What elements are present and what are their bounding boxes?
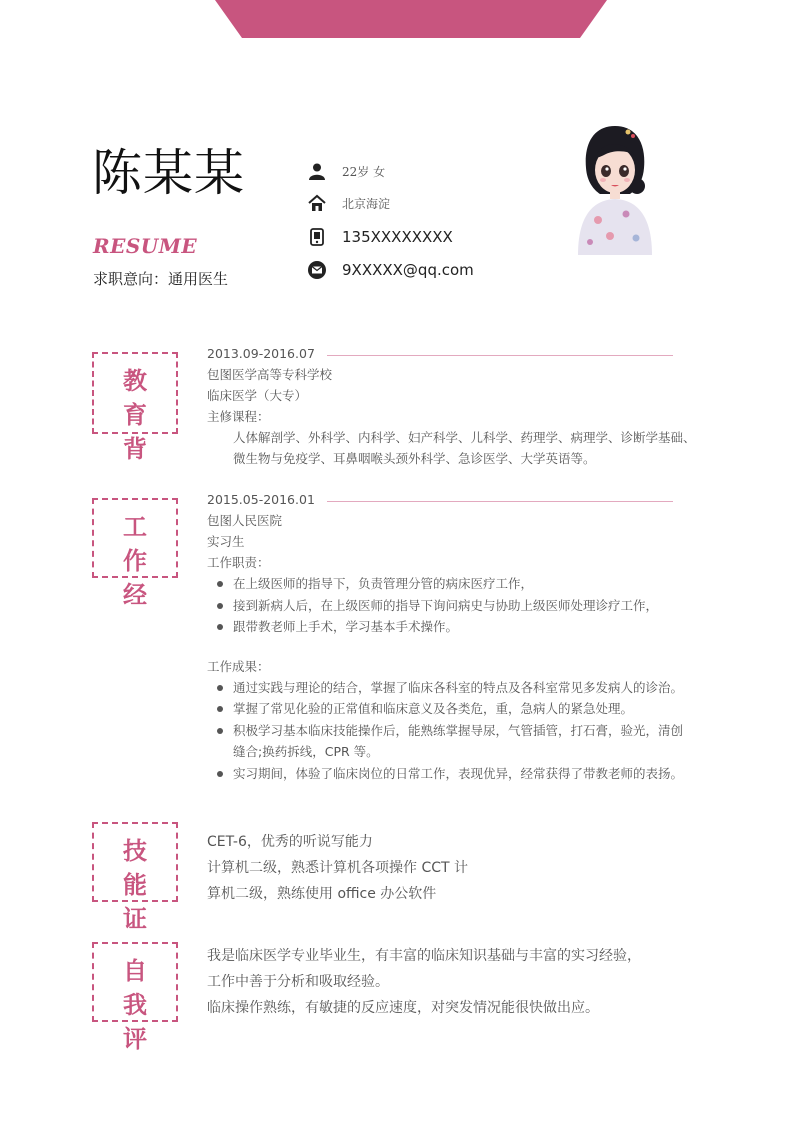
age-gender: 22岁 女 xyxy=(342,164,386,179)
courses-label: 主修课程： xyxy=(207,409,270,424)
list-item: 通过实践与理论的结合，掌握了临床各科室的特点及各科室常见多发病人的诊治。 xyxy=(207,677,683,699)
results-label: 工作成果： xyxy=(207,658,270,674)
duties-label: 工作职责： xyxy=(207,555,270,570)
skills-heading-char: 证 xyxy=(123,905,147,933)
list-item: 实习期间，体验了临床岗位的日常工作，表现优异，经常获得了带教老师的表扬。 xyxy=(207,763,683,785)
list-item: 在上级医师的指导下，负责管理分管的病床医疗工作， xyxy=(207,573,683,595)
list-item-continuation: 缝合;换药拆线，CPR 等。 xyxy=(233,744,379,759)
work-date: 2015.05-2016.01 xyxy=(207,492,315,507)
work-heading-char: 工 xyxy=(123,513,147,541)
candidate-name: 陈某某 xyxy=(92,144,245,202)
list-item: 跟带教老师上手术，学习基本手术操作。 xyxy=(207,616,683,638)
work-heading-char: 经 xyxy=(123,581,147,609)
skills-content xyxy=(207,829,468,907)
skills-heading-char: 技 xyxy=(123,837,147,865)
school-name: 包图医学高等专科学校 xyxy=(207,367,333,382)
work-content xyxy=(207,489,683,784)
email-address: 9XXXXX@qq.com xyxy=(342,261,474,279)
results-list xyxy=(207,677,683,785)
self-evaluation-section-heading xyxy=(92,942,178,1053)
top-banner xyxy=(0,0,800,40)
education-content xyxy=(207,343,696,469)
education-heading-char: 教 xyxy=(123,367,147,395)
major: 临床医学（大专） xyxy=(207,388,308,403)
self-evaluation-line: 我是临床医学专业毕业生，有丰富的临床知识基础与丰富的实习经验， xyxy=(207,948,641,964)
avatar xyxy=(570,120,660,255)
self-heading-char: 我 xyxy=(123,991,147,1019)
list-item: 掌握了常见化验的正常值和临床意义及各类危，重，急病人的紧急处理。 xyxy=(207,698,683,720)
education-date: 2013.09-2016.07 xyxy=(207,346,315,361)
work-heading-char: 作 xyxy=(123,547,147,575)
self-heading-char: 自 xyxy=(123,957,147,985)
self-heading-char: 评 xyxy=(123,1025,147,1053)
courses-text: 微生物与免疫学、耳鼻咽喉头颈外科学、急诊医学、大学英语等。 xyxy=(233,451,596,466)
company-name: 包图人民医院 xyxy=(207,513,283,528)
education-section-heading xyxy=(92,352,178,463)
email-row xyxy=(308,261,474,279)
skill-line: 计算机二级，熟悉计算机各项操作 CCT 计 xyxy=(207,860,469,876)
person-icon xyxy=(308,162,326,180)
phone-number: 135XXXXXXXX xyxy=(342,228,453,246)
self-evaluation-line: 临床操作熟练，有敏捷的反应速度，对突发情况能很快做出应。 xyxy=(207,1000,599,1016)
courses-text: 人体解剖学、外科学、内科学、妇产科学、儿科学、药理学、病理学、诊断学基础、 xyxy=(233,430,696,445)
phone-row xyxy=(308,228,453,246)
age-gender-row xyxy=(308,162,385,180)
skills-section-heading xyxy=(92,822,178,933)
job-objective: 求职意向：通用医生 xyxy=(93,270,229,288)
list-item: 接到新病人后，在上级医师的指导下询问病史与协助上级医师处理诊疗工作， xyxy=(207,595,683,617)
education-heading-char: 育 xyxy=(123,401,147,429)
list-item xyxy=(207,741,683,763)
position: 实习生 xyxy=(207,534,245,549)
home-icon xyxy=(308,194,326,212)
self-evaluation-line: 工作中善于分析和吸取经验。 xyxy=(207,974,389,990)
education-heading-char: 背 xyxy=(123,435,147,463)
resume-label: RESUME xyxy=(93,234,198,258)
work-section-heading xyxy=(92,498,178,609)
divider xyxy=(327,501,673,502)
list-item: 积极学习基本临床技能操作后，能熟练掌握导尿，气管插管，打石膏，验光，清创 xyxy=(207,720,683,742)
skill-line: CET-6，优秀的听说写能力 xyxy=(207,834,373,850)
skills-heading-char: 能 xyxy=(123,871,147,899)
self-evaluation-content xyxy=(207,943,641,1021)
phone-icon xyxy=(308,228,326,246)
divider xyxy=(327,355,673,356)
email-icon xyxy=(308,261,326,279)
location: 北京海淀 xyxy=(342,196,391,211)
location-row xyxy=(308,194,390,212)
skill-line: 算机二级，熟练使用 office 办公软件 xyxy=(207,886,437,902)
duties-list xyxy=(207,573,683,638)
